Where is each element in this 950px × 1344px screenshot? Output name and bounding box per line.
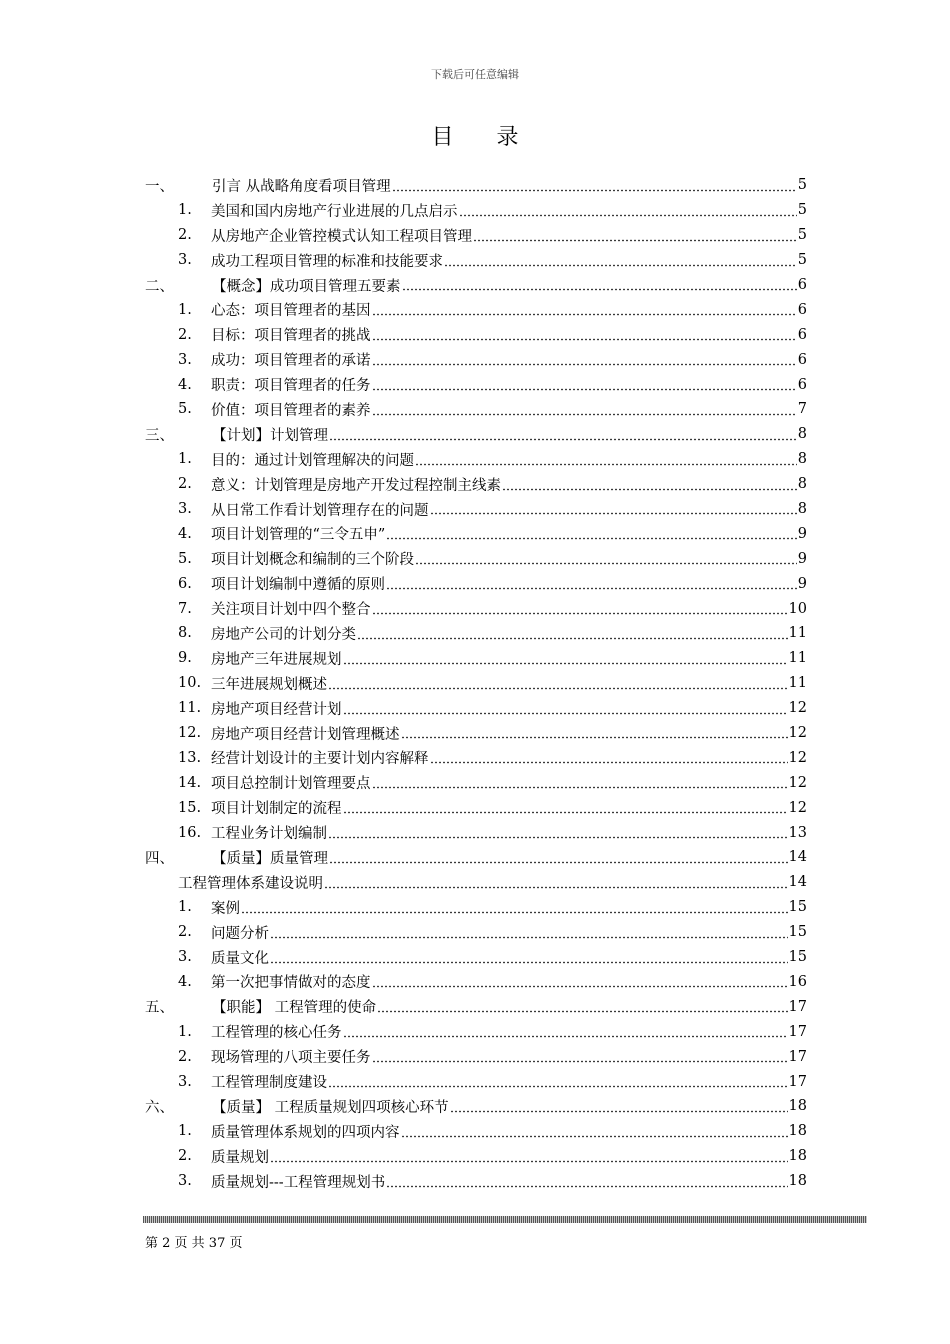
toc-entry[interactable] bbox=[145, 198, 807, 223]
toc-entry[interactable] bbox=[145, 422, 807, 447]
toc-leader-dots bbox=[343, 701, 788, 715]
toc-entry[interactable] bbox=[145, 173, 807, 198]
toc-entry-page: 11 bbox=[788, 625, 807, 642]
toc-entry[interactable] bbox=[145, 895, 807, 920]
toc-entry-title: 【职能】 工程管理的使命 bbox=[212, 1000, 377, 1017]
toc-leader-dots bbox=[324, 875, 788, 889]
toc-entry-number: 12. bbox=[178, 725, 202, 742]
toc-entry-number: 9. bbox=[178, 650, 192, 667]
toc-leader-dots bbox=[372, 377, 797, 391]
toc-entry[interactable] bbox=[145, 870, 807, 895]
toc-leader-dots bbox=[459, 203, 797, 217]
toc-entry[interactable] bbox=[145, 1019, 807, 1044]
toc-entry-title: 成功工程项目管理的标准和技能要求 bbox=[211, 253, 443, 270]
toc-entry-number: 4. bbox=[178, 973, 192, 990]
toc-entry[interactable] bbox=[145, 347, 807, 372]
toc-entry-title: 美国和国内房地产行业进展的几点启示 bbox=[211, 203, 458, 220]
toc-entry-number: 1. bbox=[178, 899, 192, 916]
toc-leader-dots bbox=[415, 452, 797, 466]
toc-entry-page: 8 bbox=[797, 476, 807, 493]
toc-leader-dots bbox=[473, 228, 797, 242]
toc-entry[interactable] bbox=[145, 745, 807, 770]
toc-entry-title: 职责：项目管理者的任务 bbox=[211, 378, 371, 395]
toc-entry-number: 5. bbox=[178, 401, 192, 418]
table-of-contents bbox=[145, 173, 807, 1194]
toc-entry-page: 5 bbox=[797, 177, 807, 194]
toc-entry-number: 11. bbox=[178, 700, 202, 717]
toc-entry-number: 3. bbox=[178, 1173, 192, 1190]
toc-leader-dots bbox=[343, 651, 788, 665]
toc-entry-page: 12 bbox=[788, 700, 807, 717]
toc-entry-number: 2. bbox=[178, 924, 192, 941]
toc-entry-number: 一、 bbox=[145, 178, 174, 195]
toc-entry-title: 关注项目计划中四个整合 bbox=[211, 602, 371, 619]
toc-entry[interactable] bbox=[145, 322, 807, 347]
toc-entry[interactable] bbox=[145, 970, 807, 995]
toc-entry-title: 质量管理体系规划的四项内容 bbox=[211, 1124, 400, 1141]
toc-entry-number: 五、 bbox=[145, 1000, 174, 1017]
toc-leader-dots bbox=[372, 601, 788, 615]
toc-entry-page: 6 bbox=[797, 376, 807, 393]
toc-entry[interactable] bbox=[145, 1169, 807, 1194]
toc-entry-number: 2. bbox=[178, 1148, 192, 1165]
toc-entry-page: 5 bbox=[797, 252, 807, 269]
toc-entry-page: 10 bbox=[788, 600, 807, 617]
toc-entry[interactable] bbox=[145, 646, 807, 671]
toc-leader-dots bbox=[270, 950, 788, 964]
toc-entry[interactable] bbox=[145, 1094, 807, 1119]
toc-leader-dots bbox=[402, 277, 797, 291]
toc-entry-page: 8 bbox=[797, 426, 807, 443]
toc-entry[interactable] bbox=[145, 696, 807, 721]
toc-entry-title: 成功：项目管理者的承诺 bbox=[211, 353, 371, 370]
toc-entry-title: 【质量】 工程质量规划四项核心环节 bbox=[212, 1099, 449, 1116]
toc-entry-number: 1. bbox=[178, 301, 192, 318]
toc-entry-number: 六、 bbox=[145, 1099, 174, 1116]
toc-entry-page: 13 bbox=[788, 824, 807, 841]
toc-leader-dots bbox=[343, 800, 788, 814]
toc-entry-title: 从日常工作看计划管理存在的问题 bbox=[211, 502, 429, 519]
toc-leader-dots bbox=[329, 850, 788, 864]
toc-entry-title: 房地产公司的计划分类 bbox=[211, 626, 356, 643]
toc-entry-title: 项目计划编制中遵循的原则 bbox=[211, 577, 385, 594]
toc-entry-number: 3. bbox=[178, 351, 192, 368]
toc-entry-page: 6 bbox=[797, 351, 807, 368]
toc-entry-number: 4. bbox=[178, 525, 192, 542]
toc-entry-number: 3. bbox=[178, 501, 192, 518]
toc-entry-page: 6 bbox=[797, 277, 807, 293]
toc-leader-dots bbox=[415, 551, 797, 565]
toc-entry-number: 2. bbox=[178, 476, 192, 493]
toc-leader-dots bbox=[430, 750, 788, 764]
toc-entry-number: 7. bbox=[178, 600, 192, 617]
toc-leader-dots bbox=[241, 900, 788, 914]
toc-entry-number: 2. bbox=[178, 227, 192, 244]
toc-entry-page: 8 bbox=[797, 501, 807, 518]
toc-leader-dots bbox=[328, 676, 788, 690]
toc-leader-dots bbox=[502, 477, 797, 491]
toc-leader-dots bbox=[328, 1074, 788, 1088]
toc-entry[interactable] bbox=[145, 671, 807, 696]
toc-entry-title: 【计划】计划管理 bbox=[212, 427, 328, 444]
toc-entry-page: 18 bbox=[788, 1098, 807, 1115]
toc-entry-title: 案例 bbox=[211, 900, 240, 917]
toc-entry-page: 12 bbox=[788, 725, 807, 742]
toc-entry-title: 经营计划设计的主要计划内容解释 bbox=[211, 751, 429, 768]
toc-entry-title: 工程管理的核心任务 bbox=[211, 1025, 342, 1042]
toc-entry-title: 工程管理制度建设 bbox=[211, 1075, 327, 1091]
toc-entry-title: 目标：项目管理者的挑战 bbox=[211, 328, 371, 345]
toc-entry-title: 心态：项目管理者的基因 bbox=[211, 303, 371, 320]
toc-entry[interactable] bbox=[145, 571, 807, 596]
toc-entry-title: 工程业务计划编制 bbox=[211, 826, 327, 843]
footer-divider bbox=[143, 1216, 867, 1223]
toc-leader-dots bbox=[372, 402, 797, 416]
toc-entry-number: 2. bbox=[178, 1048, 192, 1065]
toc-entry-number: 6. bbox=[178, 575, 192, 592]
toc-entry[interactable] bbox=[145, 472, 807, 497]
toc-entry-title: 房地产三年进展规划 bbox=[211, 651, 342, 668]
footer-page-info: 第 2 页 共 37 页 bbox=[145, 1236, 243, 1251]
toc-entry[interactable] bbox=[145, 447, 807, 472]
toc-entry-page: 5 bbox=[797, 227, 807, 244]
toc-leader-dots bbox=[328, 825, 788, 839]
toc-leader-dots bbox=[372, 775, 788, 789]
toc-leader-dots bbox=[372, 352, 797, 366]
toc-entry[interactable] bbox=[145, 596, 807, 621]
toc-entry-title: 项目计划概念和编制的三个阶段 bbox=[211, 552, 414, 569]
toc-leader-dots bbox=[401, 1124, 788, 1138]
toc-entry-page: 12 bbox=[788, 749, 807, 766]
toc-entry-page: 18 bbox=[788, 1148, 807, 1165]
toc-entry[interactable] bbox=[145, 1044, 807, 1069]
toc-leader-dots bbox=[386, 576, 797, 590]
toc-entry[interactable] bbox=[145, 1069, 807, 1094]
toc-entry-title: 问题分析 bbox=[211, 925, 269, 942]
toc-entry-number: 四、 bbox=[145, 850, 174, 867]
toc-entry-number: 1. bbox=[178, 1123, 192, 1140]
toc-entry[interactable] bbox=[145, 820, 807, 845]
toc-entry-page: 6 bbox=[797, 326, 807, 343]
toc-entry-title: 第一次把事情做对的态度 bbox=[211, 975, 371, 992]
toc-entry-title: 质量规划 bbox=[211, 1149, 269, 1166]
toc-leader-dots bbox=[343, 1024, 788, 1038]
toc-entry[interactable] bbox=[145, 223, 807, 248]
toc-entry[interactable] bbox=[145, 994, 807, 1019]
toc-entry-number: 3. bbox=[178, 252, 192, 269]
toc-entry-page: 11 bbox=[788, 675, 807, 692]
toc-entry-title: 质量规划---工程管理规划书 bbox=[211, 1174, 386, 1191]
toc-entry-title: 房地产项目经营计划 bbox=[211, 701, 342, 718]
toc-entry-number: 15. bbox=[178, 799, 202, 816]
toc-entry-title: 项目计划制定的流程 bbox=[211, 801, 342, 818]
toc-entry[interactable] bbox=[145, 1144, 807, 1169]
toc-entry-page: 17 bbox=[788, 1023, 807, 1040]
toc-entry-number: 3. bbox=[178, 1073, 192, 1090]
toc-entry[interactable] bbox=[145, 497, 807, 522]
toc-entry-title: 工程管理体系建设说明 bbox=[178, 875, 323, 892]
toc-entry[interactable] bbox=[145, 920, 807, 945]
toc-entry-page: 17 bbox=[788, 998, 807, 1015]
toc-entry[interactable] bbox=[145, 273, 807, 298]
toc-entry[interactable] bbox=[145, 845, 807, 870]
toc-entry-number: 1. bbox=[178, 451, 192, 468]
toc-entry-page: 15 bbox=[788, 924, 807, 941]
toc-entry[interactable] bbox=[145, 372, 807, 397]
toc-entry-number: 14. bbox=[178, 774, 202, 791]
toc-entry-page: 18 bbox=[788, 1123, 807, 1140]
toc-entry-title: 项目总控制计划管理要点 bbox=[211, 776, 371, 793]
toc-entry-number: 13. bbox=[178, 749, 202, 766]
toc-entry-title: 引言 从战略角度看项目管理 bbox=[212, 178, 391, 195]
toc-entry-number: 2. bbox=[178, 326, 192, 343]
toc-entry-number: 三、 bbox=[145, 427, 174, 444]
toc-entry-page: 11 bbox=[788, 650, 807, 667]
toc-leader-dots bbox=[377, 999, 787, 1013]
toc-leader-dots bbox=[430, 501, 797, 515]
toc-entry-title: 意义：计划管理是房地产开发过程控制主线素 bbox=[211, 477, 501, 494]
toc-entry-title: 从房地产企业管控模式认知工程项目管理 bbox=[211, 228, 472, 245]
toc-entry[interactable] bbox=[145, 1119, 807, 1144]
toc-entry[interactable] bbox=[145, 721, 807, 746]
toc-entry[interactable] bbox=[145, 521, 807, 546]
toc-entry-title: 项目计划管理的“三令五申” bbox=[211, 527, 386, 544]
toc-entry[interactable] bbox=[145, 397, 807, 422]
toc-leader-dots bbox=[372, 974, 788, 988]
toc-entry-number: 16. bbox=[178, 824, 202, 841]
toc-entry-page: 7 bbox=[797, 401, 807, 418]
toc-leader-dots bbox=[392, 178, 797, 192]
toc-leader-dots bbox=[270, 925, 788, 939]
toc-entry-number: 8. bbox=[178, 625, 192, 642]
toc-entry-page: 17 bbox=[788, 1073, 807, 1090]
toc-entry[interactable] bbox=[145, 795, 807, 820]
toc-entry-number: 二、 bbox=[145, 278, 174, 295]
toc-entry-number: 5. bbox=[178, 550, 192, 567]
toc-entry-page: 18 bbox=[788, 1173, 807, 1190]
toc-entry-page: 9 bbox=[797, 575, 807, 592]
toc-entry[interactable] bbox=[145, 621, 807, 646]
toc-entry-title: 目的：通过计划管理解决的问题 bbox=[211, 452, 414, 469]
toc-entry-page: 16 bbox=[788, 973, 807, 990]
toc-leader-dots bbox=[372, 1049, 788, 1063]
toc-leader-dots bbox=[372, 302, 797, 316]
toc-entry-title: 【质量】质量管理 bbox=[212, 850, 328, 867]
toc-entry-title: 房地产项目经营计划管理概述 bbox=[211, 726, 400, 743]
toc-entry-title: 价值：项目管理者的素养 bbox=[211, 402, 371, 419]
toc-entry-number: 1. bbox=[178, 1023, 192, 1040]
toc-entry-page: 12 bbox=[788, 774, 807, 791]
toc-entry-title: 质量文化 bbox=[211, 950, 269, 967]
toc-entry-page: 6 bbox=[797, 301, 807, 318]
toc-entry[interactable] bbox=[145, 546, 807, 571]
toc-entry[interactable] bbox=[145, 770, 807, 795]
toc-leader-dots bbox=[270, 1149, 788, 1163]
toc-entry-title: 现场管理的八项主要任务 bbox=[211, 1050, 371, 1067]
toc-title: 目 录 bbox=[431, 125, 537, 150]
toc-leader-dots bbox=[357, 626, 788, 640]
toc-entry-number: 1. bbox=[178, 202, 192, 219]
toc-entry-page: 8 bbox=[797, 451, 807, 468]
toc-entry-page: 9 bbox=[797, 550, 807, 567]
toc-leader-dots bbox=[450, 1099, 788, 1113]
toc-leader-dots bbox=[401, 725, 788, 739]
toc-leader-dots bbox=[444, 253, 797, 267]
toc-entry-number: 3. bbox=[178, 949, 192, 966]
toc-entry-page: 5 bbox=[797, 202, 807, 219]
toc-entry[interactable] bbox=[145, 248, 807, 273]
toc-entry[interactable] bbox=[145, 945, 807, 970]
toc-entry-page: 15 bbox=[788, 899, 807, 916]
toc-entry-page: 9 bbox=[797, 525, 807, 542]
toc-entry-page: 17 bbox=[788, 1048, 807, 1065]
toc-entry-page: 12 bbox=[788, 799, 807, 816]
toc-entry-number: 4. bbox=[178, 376, 192, 393]
toc-entry-title: 三年进展规划概述 bbox=[211, 676, 327, 693]
toc-leader-dots bbox=[386, 526, 796, 540]
toc-entry-page: 14 bbox=[788, 849, 807, 866]
toc-leader-dots bbox=[372, 327, 797, 341]
toc-entry-page: 15 bbox=[788, 949, 807, 966]
toc-entry[interactable] bbox=[145, 297, 807, 322]
toc-leader-dots bbox=[386, 1174, 787, 1188]
toc-entry-page: 14 bbox=[788, 874, 807, 891]
toc-entry-number: 10. bbox=[178, 675, 202, 692]
header-note: 下载后可任意编辑 bbox=[431, 68, 519, 81]
toc-entry-title: 【概念】成功项目管理五要素 bbox=[212, 278, 401, 295]
toc-leader-dots bbox=[329, 427, 797, 441]
